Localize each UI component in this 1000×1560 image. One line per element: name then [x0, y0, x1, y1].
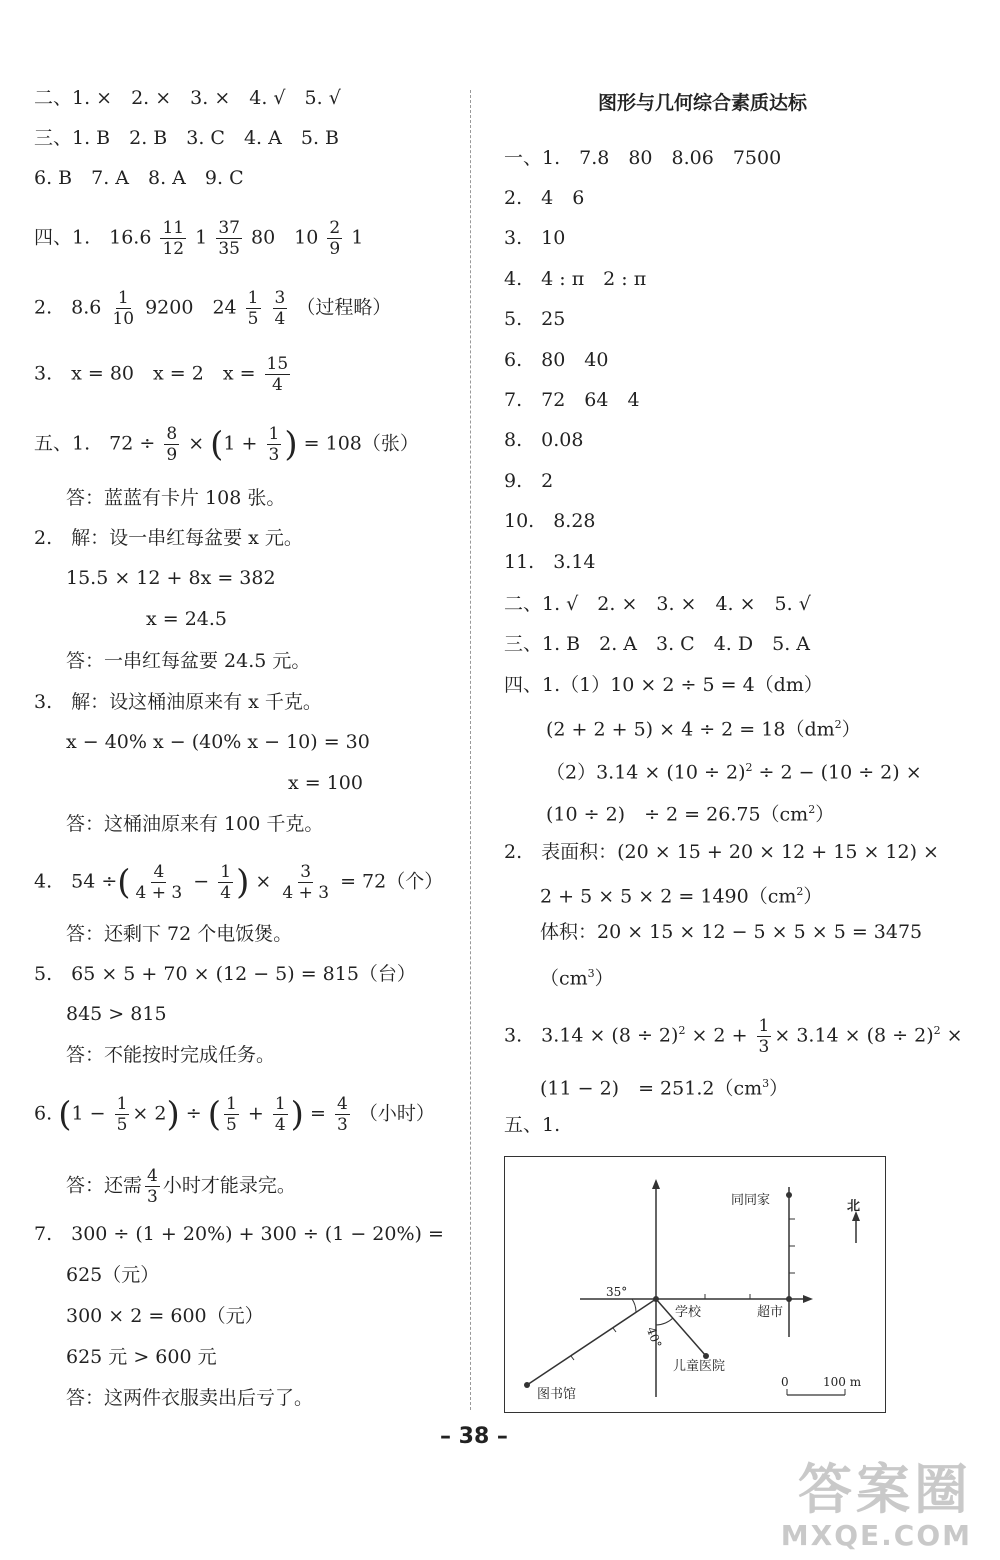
numerator: 15 [266, 354, 289, 374]
fraction [327, 218, 342, 259]
answer-line: 五、1. [504, 1114, 561, 1136]
fraction [273, 288, 288, 329]
answer-line [540, 962, 614, 990]
text: 答：还需 [66, 1174, 143, 1197]
text: × [188, 432, 211, 455]
fraction [134, 862, 185, 903]
denominator: 10 [112, 309, 135, 329]
answer-line: 8. 0.08 [504, 429, 584, 451]
denominator: 4 + 3 [282, 883, 330, 903]
text: × 2 + [685, 1024, 748, 1047]
label-home: 同同家 [731, 1193, 771, 1208]
school-point [653, 1296, 659, 1302]
answer-line: x − 40% x − (40% x − 10) = 30 [66, 731, 370, 753]
numerator: 3 [274, 288, 286, 308]
answer-line-fractions [504, 1016, 963, 1057]
answer-line: 三、1. B 2. A 3. C 4. D 5. A [504, 633, 811, 655]
text: (11 − 2) = 251.2（cm [540, 1077, 763, 1100]
numerator: 11 [162, 218, 185, 238]
text: 小时才能录完。 [162, 1174, 296, 1197]
angle-arc [632, 1299, 636, 1312]
paren: ) [290, 1094, 304, 1135]
text: （2）3.14 × (10 ÷ 2) [546, 761, 746, 784]
answer-line [540, 1072, 788, 1100]
label-scale-0: 0 [781, 1375, 789, 1389]
text: 3. 3.14 × (8 ÷ 2) [504, 1024, 679, 1047]
answer-line: 6. 80 40 [504, 349, 609, 371]
fraction [280, 862, 331, 903]
answer-line [546, 756, 922, 784]
market-point [786, 1296, 792, 1302]
denominator: 9 [329, 239, 341, 259]
numerator: 1 [117, 288, 129, 308]
denominator: 4 [220, 883, 232, 903]
fraction [115, 1094, 130, 1135]
denominator: 3 [336, 1115, 348, 1135]
text: 1 − [71, 1102, 106, 1125]
denominator: 4 [271, 375, 283, 395]
paren: ( [58, 1094, 72, 1135]
numerator: 1 [226, 1094, 237, 1114]
library-line [527, 1299, 656, 1385]
text: × [255, 870, 272, 893]
paren: ( [210, 424, 224, 465]
answer-line: 2. 4 6 [504, 187, 585, 209]
numerator: 1 [268, 424, 280, 444]
numerator: 8 [166, 424, 178, 444]
text: 1 + [223, 432, 258, 455]
fraction [246, 288, 261, 329]
fraction [164, 424, 179, 465]
answer-line: 625 元 > 600 元 [66, 1346, 217, 1368]
denominator: 12 [162, 239, 185, 259]
paren: ) [236, 862, 250, 903]
answer-line: 5. 65 × 5 + 70 × (12 − 5) = 815（台） [34, 963, 416, 985]
answer-line: 答：一串红每盆要 24.5 元。 [66, 650, 311, 672]
answer-line: 三、1. B 2. B 3. C 4. A 5. B [34, 127, 339, 149]
text: （过程略） [296, 296, 392, 319]
paren: ) [166, 1094, 180, 1135]
answer-line-fractions [34, 862, 443, 903]
answer-line: x = 24.5 [146, 608, 228, 630]
label-scale-100: 100 m [823, 1375, 862, 1389]
numerator: 4 [153, 862, 165, 882]
text: (2 + 2 + 5) × 4 ÷ 2 = 18（dm [546, 718, 835, 741]
position-map-figure [504, 1156, 886, 1413]
answer-line: 10. 8.28 [504, 510, 596, 532]
denominator: 3 [147, 1187, 158, 1207]
denominator: 5 [226, 1115, 237, 1135]
fraction [757, 1016, 772, 1057]
denominator: 4 + 3 [135, 883, 183, 903]
text: ÷ [185, 1102, 202, 1125]
answer-line: 11. 3.14 [504, 551, 596, 573]
text: ） [841, 718, 861, 741]
denominator: 3 [268, 445, 280, 465]
text: + [247, 1102, 264, 1125]
answer-line: 4. 4 : π 2 : π [504, 268, 647, 290]
axis-arrow-icon [652, 1179, 660, 1189]
numerator: 1 [274, 1094, 286, 1114]
watermark-text: 答案圈 [798, 1458, 972, 1521]
text: （cm [540, 967, 588, 990]
numerator: 2 [329, 218, 341, 238]
superscript: 3 [762, 1077, 770, 1090]
denominator: 35 [218, 239, 240, 259]
answer-line: 7. 72 64 4 [504, 389, 640, 411]
answer-line: 二、1. √ 2. × 3. × 4. × 5. √ [504, 593, 811, 615]
fraction [267, 424, 282, 465]
text: ） [594, 967, 614, 990]
answer-line: 一、1. 7.8 80 8.06 7500 [504, 147, 782, 169]
answer-line: 9. 2 [504, 470, 554, 492]
fraction [265, 354, 291, 395]
axis-arrow-icon [803, 1295, 813, 1303]
fraction [160, 218, 186, 259]
text: 五、1. 72 ÷ [34, 432, 156, 455]
fraction [273, 1094, 288, 1135]
superscript: 2 [745, 761, 753, 774]
denominator: 4 [274, 1115, 286, 1135]
answer-line: 300 × 2 = 600（元） [66, 1305, 264, 1327]
label-hospital: 儿童医院 [673, 1359, 726, 1374]
angle-arc [656, 1318, 673, 1325]
section-title: 图形与几何综合素质达标 [598, 92, 808, 114]
numerator: 4 [147, 1166, 158, 1186]
text: 2. 8.6 [34, 296, 102, 319]
watermark-url: MXQE.COM [780, 1519, 972, 1552]
superscript: 2 [678, 1024, 686, 1038]
answer-line-fractions [34, 1094, 435, 1135]
answer-line: 答：这两件衣服卖出后亏了。 [66, 1387, 314, 1409]
text: 1 [351, 226, 364, 249]
answer-line: 2. 解：设一串红每盆要 x 元。 [34, 527, 303, 549]
text: 4. 54 ÷ [34, 870, 118, 893]
answer-line: 845 > 815 [66, 1003, 167, 1025]
numerator: 1 [220, 862, 232, 882]
answer-line: 3. 解：设这桶油原来有 x 千克。 [34, 691, 322, 713]
text: 80 10 [251, 226, 319, 249]
label-market: 超市 [757, 1305, 784, 1320]
answer-line: 四、1.（1）10 × 2 ÷ 5 = 4（dm） [504, 674, 823, 696]
label-north: 北 [847, 1199, 861, 1214]
numerator: 4 [336, 1094, 348, 1114]
superscript: 2 [933, 1024, 941, 1038]
numerator: 3 [300, 862, 312, 882]
text: (10 ÷ 2) ÷ 2 = 26.75（cm [546, 803, 809, 826]
text: × 3.14 × (8 ÷ 2) [774, 1024, 934, 1047]
text: 四、1. 16.6 [34, 226, 152, 249]
text: × [940, 1024, 963, 1047]
label-school: 学校 [675, 1305, 702, 1320]
answer-line [546, 798, 834, 826]
label-angle-35: 35° [606, 1285, 628, 1299]
answer-line: 3. 10 [504, 227, 566, 249]
text: 9200 24 [145, 296, 237, 319]
text: × 2 [132, 1102, 167, 1125]
superscript: 2 [796, 885, 804, 898]
text: 6. [34, 1102, 53, 1125]
numerator: 1 [116, 1094, 128, 1114]
answer-line-fractions [34, 288, 391, 329]
answer-line: 5. 25 [504, 308, 566, 330]
denominator: 4 [274, 309, 286, 329]
text: 2 + 5 × 5 × 2 = 1490（cm [540, 885, 797, 908]
answer-line-fractions [34, 424, 419, 465]
denominator: 9 [166, 445, 178, 465]
watermark-logo [780, 1458, 972, 1552]
paren: ) [284, 424, 298, 465]
answer-line: 答：这桶油原来有 100 千克。 [66, 813, 324, 835]
column-divider [470, 90, 471, 1410]
answer-line-fractions [66, 1166, 296, 1207]
text: ） [803, 885, 823, 908]
answer-line: 答：不能按时完成任务。 [66, 1044, 276, 1066]
numerator: 1 [758, 1016, 770, 1036]
text: ÷ 2 − (10 ÷ 2) × [752, 761, 922, 784]
tick [613, 1328, 616, 1332]
text: = [309, 1102, 326, 1125]
text: ） [769, 1077, 789, 1100]
paren: ( [207, 1094, 221, 1135]
text: ） [815, 803, 835, 826]
answer-line: 15.5 × 12 + 8x = 382 [66, 567, 276, 589]
text: = 108（张） [297, 432, 419, 455]
text: − [193, 870, 210, 893]
label-angle-40: 40° [643, 1325, 665, 1350]
answer-line: 答：蓝蓝有卡片 108 张。 [66, 487, 286, 509]
answer-line: 2. 表面积：(20 × 15 + 20 × 12 + 15 × 12) × [504, 841, 939, 863]
home-point [786, 1192, 792, 1198]
fraction [216, 218, 242, 259]
fraction [218, 862, 233, 903]
answer-line-fractions [34, 354, 293, 395]
fraction [335, 1094, 350, 1135]
library-point [524, 1382, 530, 1388]
fraction [110, 288, 136, 329]
superscript: 3 [587, 967, 595, 980]
numerator: 37 [218, 218, 240, 238]
answer-line: 二、1. × 2. × 3. × 4. √ 5. √ [34, 87, 341, 109]
text: 1 [195, 226, 208, 249]
answer-line: 7. 300 ÷ (1 + 20%) + 300 ÷ (1 − 20%) = [34, 1223, 444, 1245]
superscript: 2 [808, 803, 816, 816]
answer-line: 体积：20 × 15 × 12 − 5 × 5 × 5 = 3475 [540, 921, 923, 943]
superscript: 2 [834, 718, 842, 731]
answer-line-fractions [34, 218, 363, 259]
tick [571, 1356, 574, 1360]
text: = 72（个） [340, 870, 444, 893]
answer-line [546, 713, 861, 741]
answer-line: x = 100 [288, 772, 363, 794]
answer-line: 625（元） [66, 1264, 160, 1286]
denominator: 3 [758, 1037, 770, 1057]
label-library: 图书馆 [537, 1387, 577, 1402]
page-number: – 38 – [440, 1424, 508, 1449]
numerator: 1 [247, 288, 259, 308]
denominator: 5 [116, 1115, 128, 1135]
answer-line: 答：还剩下 72 个电饭煲。 [66, 923, 293, 945]
denominator: 5 [247, 309, 259, 329]
paren: ( [117, 862, 131, 903]
text: 3. x = 80 x = 2 x = [34, 362, 256, 385]
text: （小时） [358, 1102, 435, 1125]
answer-line: 6. B 7. A 8. A 9. C [34, 167, 244, 189]
fraction [224, 1094, 239, 1135]
fraction [145, 1166, 160, 1207]
answer-line [540, 880, 822, 908]
